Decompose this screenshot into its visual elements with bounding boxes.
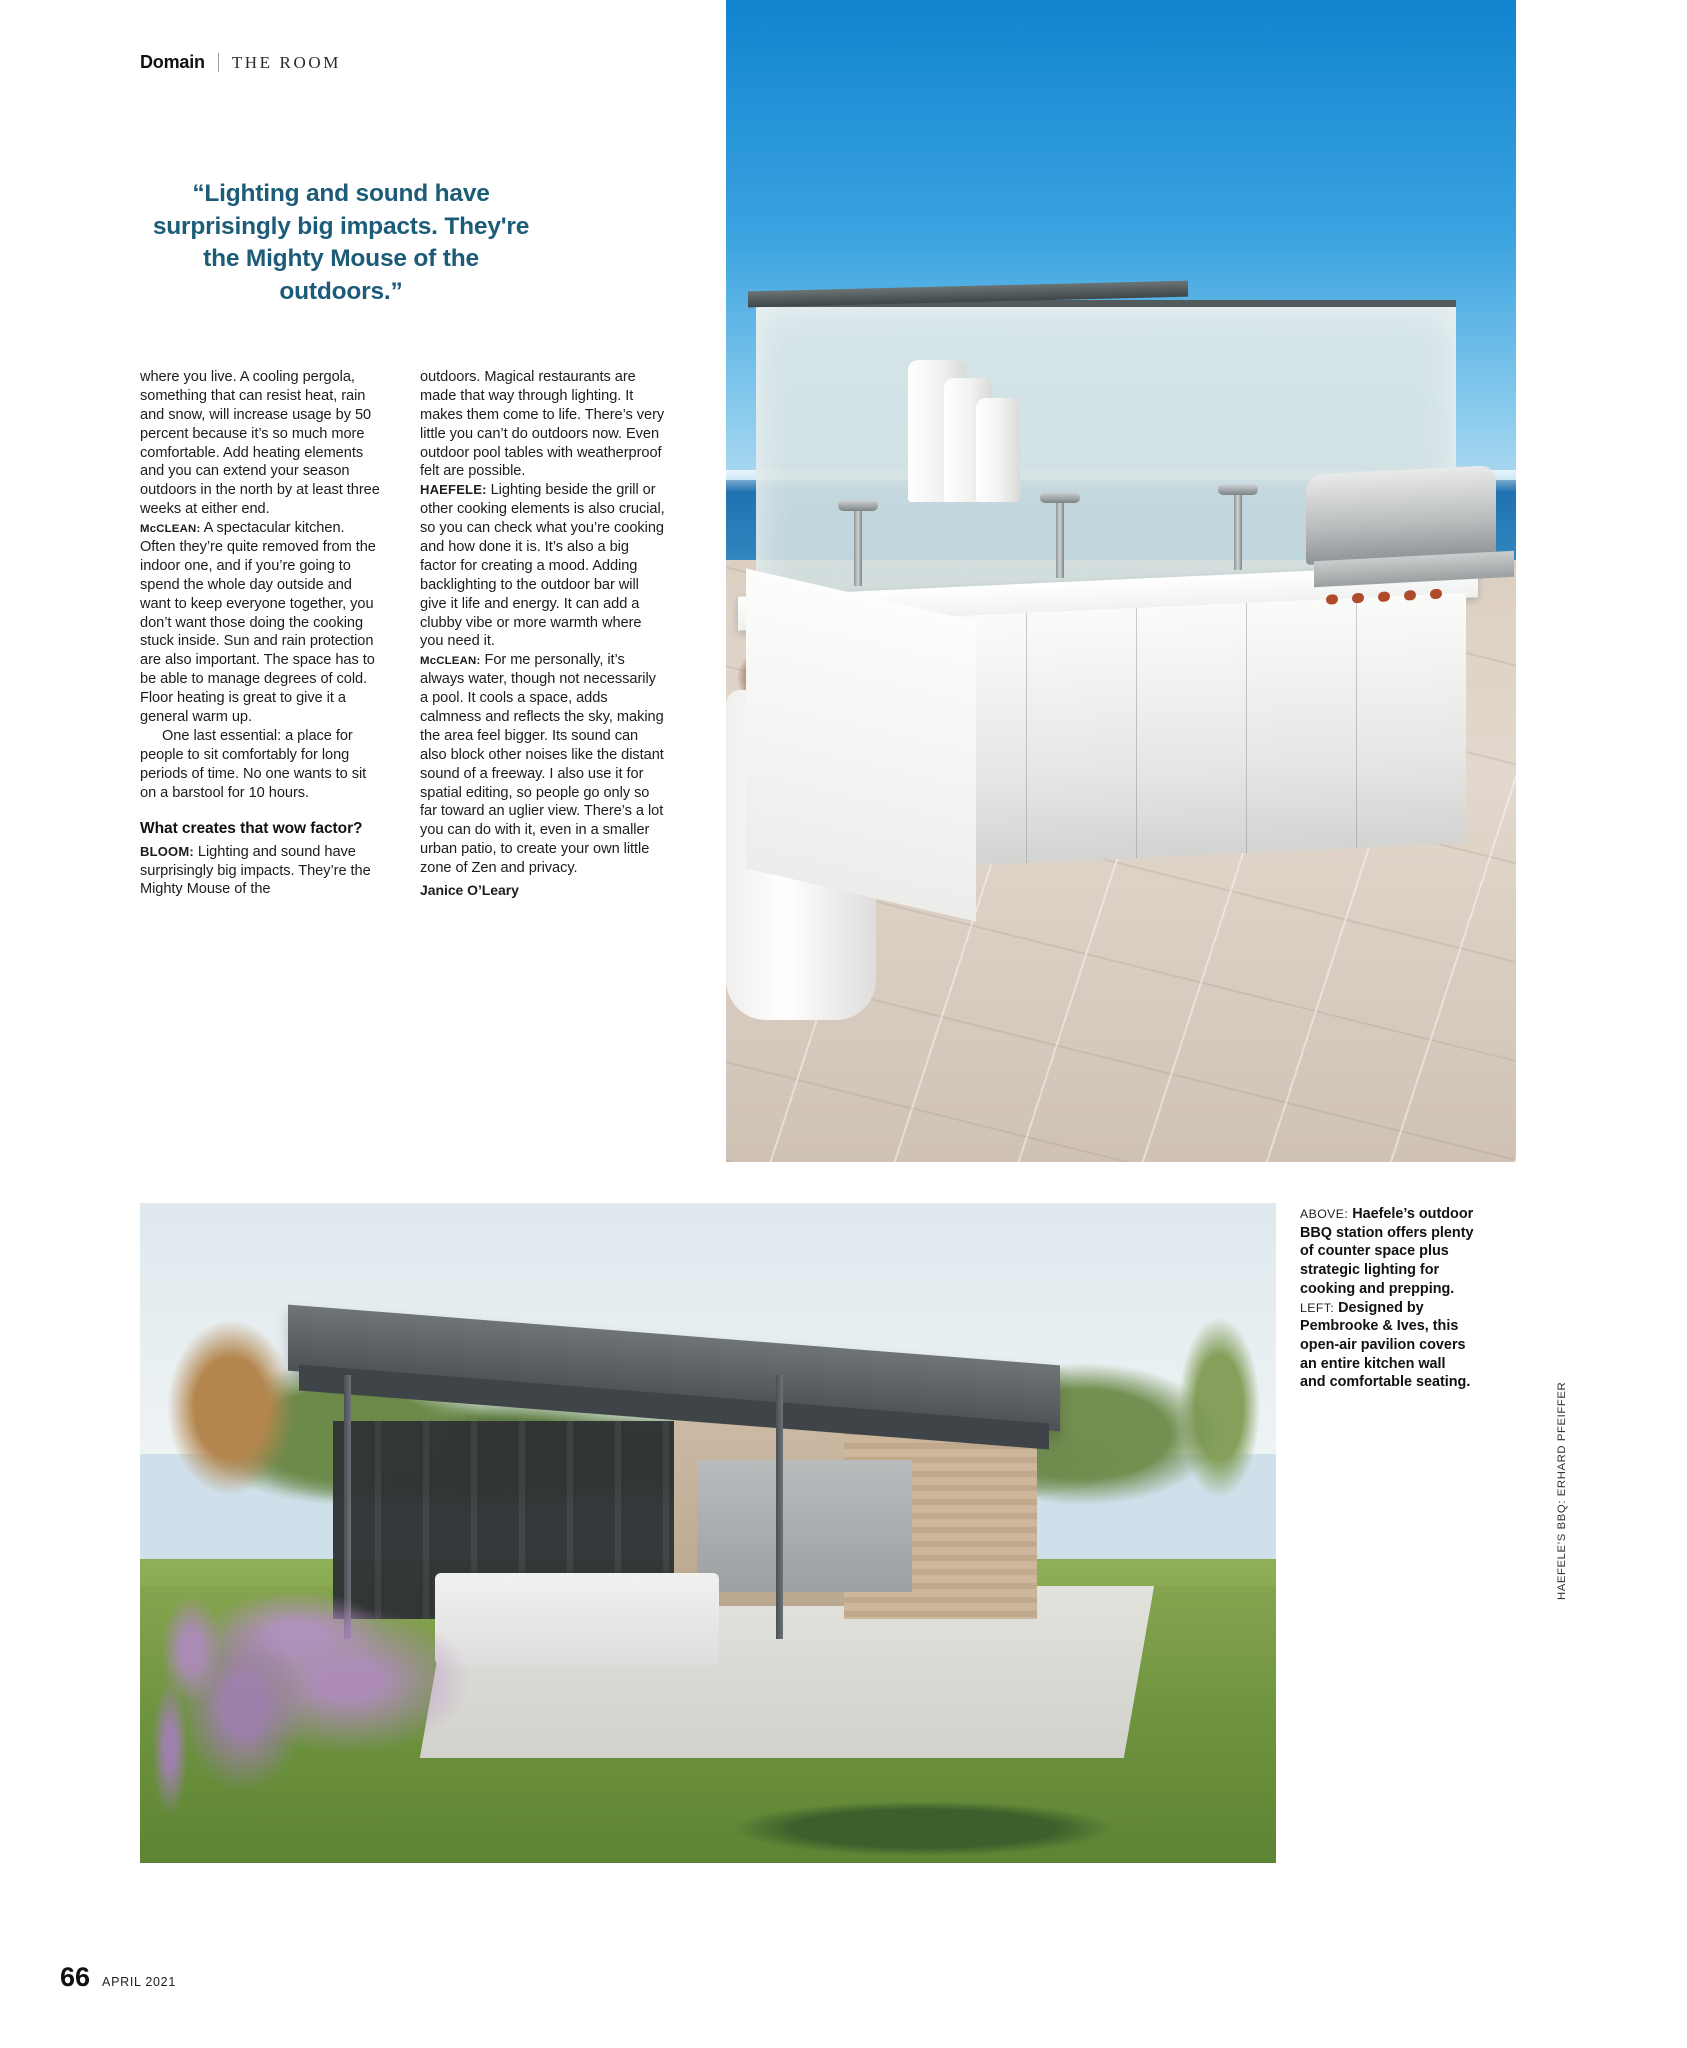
body-column-left (140, 368, 383, 899)
question-subhead: What creates that wow factor? (140, 820, 363, 838)
task-light-post (854, 508, 862, 586)
paragraph: One last essential: a place for people to sit comfortably for long periods of time. No one wants to sit on a barstool for 10 hours. (140, 727, 367, 801)
paragraph (140, 519, 383, 727)
foreground-shrubs (685, 1691, 1162, 1863)
speaker-label: McCLEAN: (420, 655, 481, 668)
grill-knob (1352, 593, 1364, 604)
stainless-grill-hood (1306, 465, 1496, 565)
cabinet-seam (1246, 603, 1247, 853)
page-footer (60, 1962, 176, 1993)
body-column-right (420, 368, 666, 899)
task-light-post (1056, 500, 1064, 578)
task-light-head (1218, 484, 1258, 495)
masthead-divider (218, 53, 219, 72)
white-vase (976, 398, 1020, 502)
caption-text-above: Haefele’s outdoor BBQ station offers plenty of counter space plus strategic lighting for cooking and prepping. (1300, 1206, 1474, 1297)
masthead (140, 52, 341, 73)
paragraph-text: Lighting and sound have surprisingly big impacts. They’re the Mighty Mouse of the (140, 843, 371, 898)
paragraph-text: For me personally, it’s always water, though not necessarily a pool. It cools a space, adds calmness and reflects the sky, making the area feel bigger. Its sound can also block other noises like the distant sound of a freeway. I also use it for spatial editing, so people go only so far toward an uglier view. There’s a lot you can do with it, even in a smaller urban patio, to create your own little zone of Zen and privacy. (420, 652, 664, 877)
cabinet-seam (1026, 613, 1027, 863)
photo-outdoor-bbq-station (726, 0, 1516, 1162)
photo-credit: HAEFELE’S BBQ: ERHARD PFEIFFER (1556, 1381, 1568, 1600)
speaker-label: BLOOM: (140, 843, 194, 859)
caption-label-above: ABOVE: (1300, 1207, 1349, 1221)
caption-left (1300, 1299, 1475, 1393)
caption-text-left: Designed by Pembrooke & Ives, this open-air pavilion covers an entire kitchen wall and comfortable seating. (1300, 1299, 1471, 1391)
pavilion-post (776, 1375, 783, 1639)
grill-knob (1326, 594, 1338, 605)
outdoor-kitchen-cabinetry (697, 1460, 913, 1592)
author-byline: Janice O’Leary (420, 882, 519, 899)
paragraph-text: A spectacular kitchen. Often they’re quite removed from the indoor one, and if you’re going to spend the whole day outside and want to keep everyone together, you don’t want those doing the cooking stuck inside. Sun and rain protection are also important. The space has to be able to manage degrees of cold. Floor heating is great to give it a general warm up. (140, 520, 376, 726)
island-side-panel (746, 568, 976, 921)
task-light-head (838, 500, 878, 511)
cabinet-seam (1356, 598, 1357, 848)
page-number: 66 (60, 1962, 91, 1992)
grill-knob (1378, 591, 1390, 602)
paragraph (140, 843, 383, 900)
paragraph (420, 481, 666, 651)
task-light-head (1040, 492, 1080, 503)
paragraph: where you live. A cooling pergola, something that can resist heat, rain and snow, will increase usage by 50 percent because it’s so much more comfortable. Add heating elements and you can extend your season outdoors in the north by at least three weeks at either end. (140, 369, 380, 518)
speaker-label: McCLEAN: (140, 523, 201, 536)
task-light-post (1234, 492, 1242, 570)
paragraph: outdoors. Magical restaurants are made that way through lighting. It makes them come to life. There’s very little you can’t do outdoors now. Even outdoor pool tables with weatherproof felt are possible. (420, 369, 665, 480)
photo-open-air-pavilion (140, 1203, 1276, 1863)
photo-captions (1300, 1205, 1475, 1392)
cabinet-seam (1136, 608, 1137, 858)
allium-flowers (140, 1559, 572, 1863)
issue-date: APRIL 2021 (102, 1975, 176, 1989)
grill-knob (1404, 590, 1416, 601)
paragraph-text: Lighting beside the grill or other cooking elements is also crucial, so you can check what you’re cooking and how done it is. It’s also a big factor for creating a mood. Adding backlighting to the outdoor bar will give it life and energy. It can add a clubby vibe or more warmth where you need it. (420, 482, 665, 650)
speaker-label: HAEFELE: (420, 482, 487, 498)
grill-knob (1430, 589, 1442, 600)
paragraph (420, 651, 666, 878)
pull-quote: “Lighting and sound have surprisingly big impacts. They're the Mighty Mouse of the outdoors.” (152, 180, 530, 305)
caption-label-left: LEFT: (1300, 1300, 1335, 1315)
magazine-brand: Domain (140, 52, 205, 72)
caption-above (1300, 1205, 1475, 1299)
section-title: THE ROOM (231, 52, 341, 72)
